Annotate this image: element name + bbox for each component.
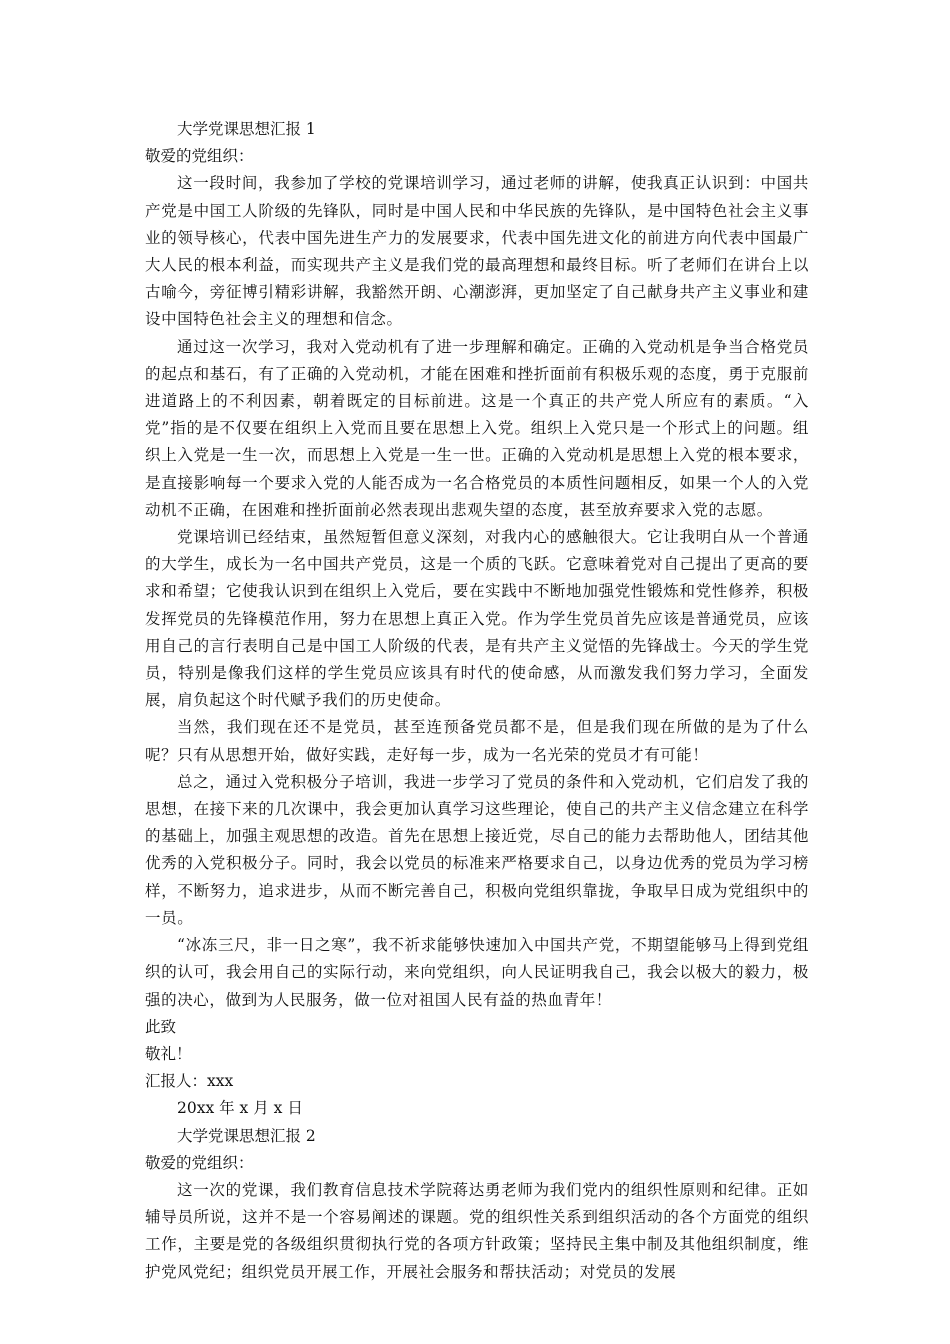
report1-paragraph-3: 党课培训已经结束，虽然短暂但意义深刻，对我内心的感触很大。它让我明白从一个普通的大学生，成长为一名中国共产党员，这是一个质的飞跃。它意味着党对自己提出了更高的要求和希望；它使我认识到在组织上入党后，要在实践中不断地加强党性锻炼和党性修养，积极发挥党员的先锋模范作用，努力在思想上真正入党。作为学生党员首先应该是普通党员，应该用自己的言行表明自己是中国工人阶级的代表，是有共产主义觉悟的先锋战士。今天的学生党员，特别是像我们这样的学生党员应该具有时代的使命感，从而激发我们努力学习，全面发展，肩负起这个时代赋予我们的历史使命。 — [145, 528, 809, 710]
report1-paragraph-1: 这一段时间，我参加了学校的党课培训学习，通过老师的讲解，使我真正认识到：中国共产党是中国工人阶级的先锋队，同时是中国人民和中华民族的先锋队，是中国特色社会主义事业的领导核心，代表中国先进生产力的发展要求，代表中国先进文化的前进方向代表中国最广大人民的根本利益，而实现共产主义是我们党的最高理想和最终目标。听了老师们在讲台上以古喻今，旁征博引精彩讲解，我豁然开朗、心潮澎湃，更加坚定了自己献身共产主义事业和建设中国特色社会主义的理想和信念。 — [145, 174, 809, 329]
report1-date: 20xx 年 x 月 x 日 — [177, 1099, 303, 1118]
report1-closing-2: 敬礼！ — [145, 1044, 192, 1063]
report1-paragraph-4: 当然，我们现在还不是党员，甚至连预备党员都不是，但是我们现在所做的是为了什么呢？只有从思想开始，做好实践，走好每一步，成为一名光荣的党员才有可能！ — [145, 718, 809, 764]
report1-salutation: 敬爱的党组织： — [145, 147, 254, 166]
report2-salutation: 敬爱的党组织： — [145, 1153, 254, 1172]
document-page — [145, 116, 809, 1286]
report1-paragraph-6: “冰冻三尺，非一日之寒”，我不祈求能够快速加入中国共产党，不期望能够马上得到党组织的认可，我会用自己的实际行动，来向党组织，向人民证明我自己，我会以极大的毅力，极强的决心，做到为人民服务，做一位对祖国人民有益的热血青年！ — [145, 936, 809, 1009]
report1-paragraph-2: 通过这一次学习，我对入党动机有了进一步理解和确定。正确的入党动机是争当合格党员的起点和基石，有了正确的入党动机，才能在困难和挫折面前有积极乐观的态度，勇于克服前进道路上的不利因素，朝着既定的目标前进。这是一个真正的共产党人所应有的素质。“入党”指的是不仅要在组织上入党而且要在思想上入党。组织上入党只是一个形式上的问题。组织上入党是一生一次，而思想上入党是一生一世。正确的入党动机是思想上入党的根本要求，是直接影响每一个要求入党的人能否成为一名合格党员的本质性问题相反，如果一个人的入党动机不正确，在困难和挫折面前必然表现出悲观失望的态度，甚至放弃要求入党的志愿。 — [145, 337, 809, 519]
report1-closing-1: 此致 — [145, 1017, 177, 1036]
report1-paragraph-5: 总之，通过入党积极分子培训，我进一步学习了党员的条件和入党动机，它们启发了我的思想，在接下来的几次课中，我会更加认真学习这些理论，使自己的共产主义信念建立在科学的基础上，加强主观思想的改造。首先在思想上接近党，尽自己的能力去帮助他人，团结其他优秀的入党积极分子。同时，我会以党员的标准来严格要求自己，以身边优秀的党员为学习榜样，不断努力，追求进步，从而不断完善自己，积极向党组织靠拢，争取早日成为党组织中的一员。 — [145, 772, 809, 927]
report1-title: 大学党课思想汇报 1 — [177, 120, 316, 138]
report1-reporter: 汇报人：xxx — [145, 1072, 234, 1091]
report2-title: 大学党课思想汇报 2 — [177, 1126, 316, 1145]
report2-paragraph-1: 这一次的党课，我们教育信息技术学院蒋达勇老师为我们党内的组织性原则和纪律。正如辅导员所说，这并不是一个容易阐述的课题。党的组织性关系到组织活动的各个方面党的组织工作，主要是党的各级组织贯彻执行党的各项方针政策；坚持民主集中制及其他组织制度，维护党风党纪；组织党员开展工作，开展社会服务和帮扶活动；对党员的发展 — [145, 1180, 809, 1281]
